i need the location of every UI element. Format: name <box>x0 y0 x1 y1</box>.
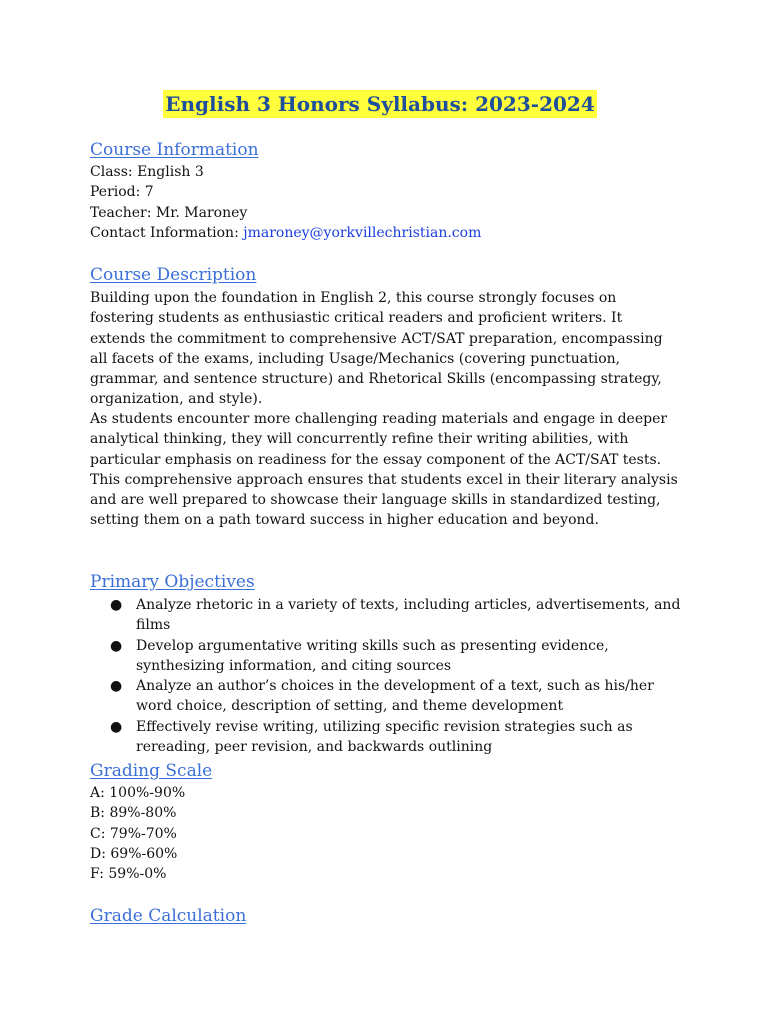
objective-item <box>90 717 690 758</box>
grade-c-line: C: 79%-70% <box>90 825 177 842</box>
objective-item <box>90 595 690 636</box>
course-information-block <box>90 162 481 243</box>
objective-text: Analyze rhetoric in a variety of texts, including articles, advertisements, and films <box>136 597 681 634</box>
document-title: English 3 Honors Syllabus: 2023-2024 <box>165 92 595 116</box>
objective-item <box>90 676 690 717</box>
title-wrap <box>90 90 670 118</box>
bullet-icon: ● <box>110 718 123 735</box>
objective-item <box>90 636 690 677</box>
course-description-heading: Course Description <box>90 265 257 285</box>
primary-objectives-heading: Primary Objectives <box>90 572 255 592</box>
objectives-list <box>90 595 690 757</box>
bullet-icon: ● <box>110 637 123 654</box>
grade-f-line: F: 59%-0% <box>90 866 167 883</box>
bullet-icon: ● <box>110 678 123 695</box>
grade-a-line: A: 100%-90% <box>90 785 186 801</box>
class-line: Class: English 3 <box>90 164 204 180</box>
contact-line <box>90 223 481 243</box>
contact-email-link[interactable]: jmaroney@yorkvillechristian.com <box>243 224 482 241</box>
objective-text: Effectively revise writing, utilizing specific revision strategies such as rereading, peer revision, and backwards outlining <box>136 718 633 756</box>
period-line: Period: 7 <box>90 184 154 201</box>
grade-d-line: D: 69%-60% <box>90 845 178 862</box>
grading-scale-heading: Grading Scale <box>90 761 213 781</box>
course-description-paragraph-1: Building upon the foundation in English 2, this course strongly focuses on fostering students as enthusiastic critical readers and proficient writers. It extends the commitment to comprehensive ACT/SAT preparation, encompassing all facets of the exams, including Usage/Mechanics (covering punctuation, grammar, and sentence structure) and Rhetorical Skills (encompassing strategy, organization, and style). <box>90 290 663 408</box>
contact-label: Contact Information: <box>90 224 244 241</box>
bullet-icon: ● <box>110 597 123 613</box>
grade-b-line: B: 89%-80% <box>90 805 177 822</box>
teacher-line: Teacher: Mr. Maroney <box>90 204 248 221</box>
course-description-paragraph-2: As students encounter more challenging reading materials and engage in deeper analytical thinking, they will concurrently refine their writing abilities, with particular emphasis on readiness for the essay component of the ACT/SAT tests. This comprehensive approach ensures that students excel in their literary analysis and are well prepared to showcase their language skills in standardized testing, setting them on a path toward success in higher education and beyond. <box>90 411 678 529</box>
course-information-heading: Course Information <box>90 140 259 160</box>
objective-text: Analyze an author’s choices in the development of a text, such as his/her word choice, description of setting, and theme development <box>136 678 654 715</box>
grade-calculation-heading: Grade Calculation <box>90 906 247 926</box>
objective-text: Develop argumentative writing skills such as presenting evidence, synthesizing information, and citing sources <box>136 637 609 674</box>
grading-scale-list <box>90 783 185 884</box>
